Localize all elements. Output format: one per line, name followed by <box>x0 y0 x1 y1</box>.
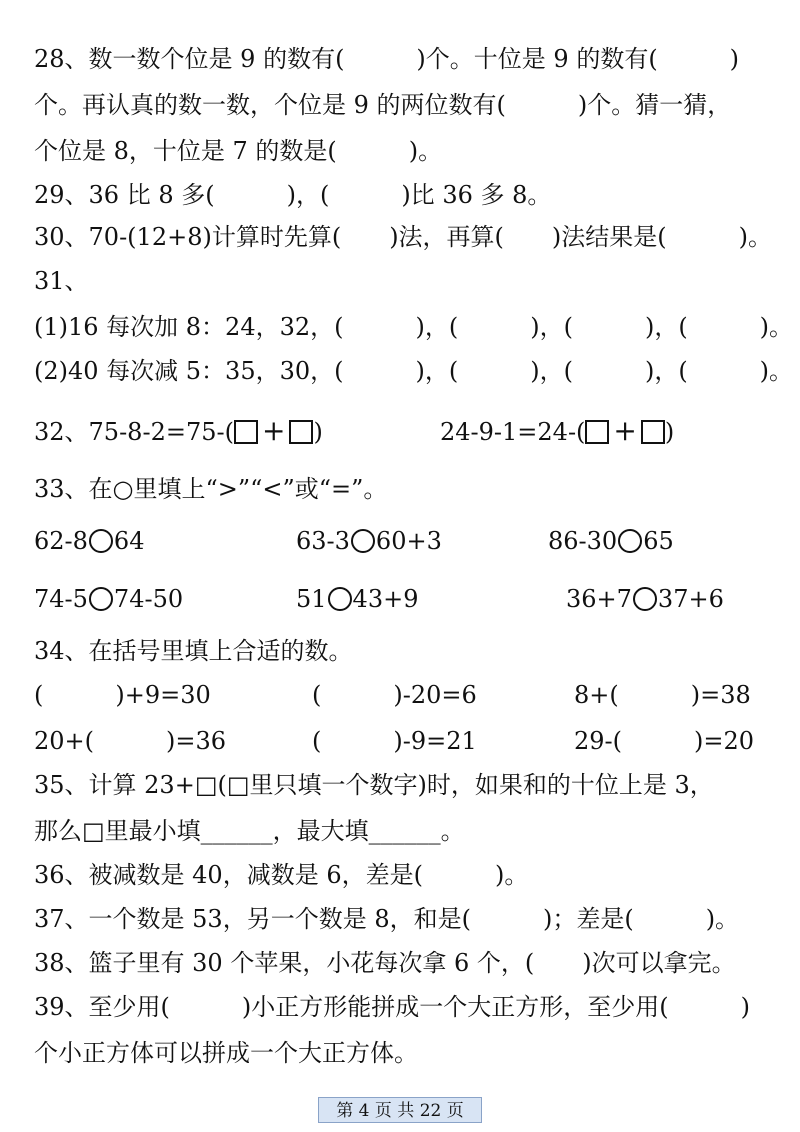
q37: 37、一个数是 53，另一个数是 8，和是( )；差是( )。 <box>34 905 740 933</box>
q33-item <box>296 526 442 556</box>
q28-line-1: 28、数一数个位是 9 的数有( )个。十位是 9 的数有( ) <box>34 45 740 73</box>
q39-line-1: 39、至少用( )小正方形能拼成一个大正方形，至少用( ) <box>34 993 750 1021</box>
q33-left-expr: 63-3 <box>296 527 350 555</box>
q33-item <box>34 526 144 556</box>
q33-item <box>34 584 183 614</box>
compare-circle[interactable] <box>328 587 352 611</box>
q36: 36、被减数是 40，减数是 6，差是( )。 <box>34 861 529 889</box>
q33-left-expr: 51 <box>296 585 327 613</box>
q32-left-prefix: 32、75-8-2=75-( <box>34 418 234 446</box>
q34-item: ( )-9=21 <box>312 727 477 755</box>
q33-item <box>548 526 674 556</box>
compare-circle[interactable] <box>89 587 113 611</box>
q33-right-expr: 64 <box>113 527 145 555</box>
q34-item: ( )+9=30 <box>34 681 211 709</box>
q31-title: 31、 <box>34 267 89 295</box>
q32-answer-box-1[interactable] <box>234 420 258 444</box>
q33-left-expr: 36+7 <box>566 585 632 613</box>
q28-line-2: 个。再认真的数一数，个位是 9 的两位数有( )个。猜一猜， <box>34 91 732 119</box>
q32-answer-box-4[interactable] <box>641 420 665 444</box>
q33-title: 33、在○里填上“>”“<”或“=”。 <box>34 475 388 503</box>
q34-item: 29-( )=20 <box>574 727 755 755</box>
compare-circle[interactable] <box>618 529 642 553</box>
q33-left-expr: 74-5 <box>34 585 88 613</box>
q33-left-expr: 62-8 <box>34 527 88 555</box>
compare-circle[interactable] <box>633 587 657 611</box>
q33-right-expr: 37+6 <box>657 585 724 613</box>
q32-plus-2: + <box>613 414 637 447</box>
q28-line-3: 个位是 8，十位是 7 的数是( )。 <box>34 137 443 165</box>
q34-item: 8+( )=38 <box>574 681 751 709</box>
q32-right <box>440 416 674 447</box>
q33-item <box>296 584 418 614</box>
q33-item <box>566 584 724 614</box>
q32-answer-box-3[interactable] <box>585 420 609 444</box>
q33-right-expr: 74-50 <box>113 585 184 613</box>
q32-left <box>34 416 323 447</box>
q31-part-2: (2)40 每次减 5：35，30，( )，( )，( )，( )。 <box>34 357 794 385</box>
q30: 30、70-(12+8)计算时先算( )法，再算( )法结果是( )。 <box>34 223 773 251</box>
q35-line-1: 35、计算 23+□(□里只填一个数字)时，如果和的十位上是 3， <box>34 771 714 799</box>
q32-right-prefix: 24-9-1=24-( <box>440 418 586 446</box>
q31-part-1: (1)16 每次加 8：24，32，( )，( )，( )，( )。 <box>34 313 794 341</box>
q33-left-expr: 86-30 <box>548 527 618 555</box>
q32-answer-box-2[interactable] <box>289 420 313 444</box>
q33-right-expr: 43+9 <box>352 585 419 613</box>
q32-plus-1: + <box>261 414 286 447</box>
page-number-footer: 第 4 页 共 22 页 <box>318 1097 482 1123</box>
q38: 38、篮子里有 30 个苹果，小花每次拿 6 个，( )次可以拿完。 <box>34 949 736 977</box>
q34-item: ( )-20=6 <box>312 681 477 709</box>
q32-close-2: ) <box>664 418 675 446</box>
q35-line-2: 那么□里最小填______，最大填______。 <box>34 817 465 845</box>
compare-circle[interactable] <box>89 529 113 553</box>
q33-right-expr: 65 <box>643 527 674 555</box>
q34-title: 34、在括号里填上合适的数。 <box>34 637 353 665</box>
q32-close-1: ) <box>313 418 323 446</box>
compare-circle[interactable] <box>351 529 375 553</box>
q34-item: 20+( )=36 <box>34 727 227 755</box>
q33-right-expr: 60+3 <box>375 527 442 555</box>
q39-line-2: 个小正方体可以拼成一个大正方体。 <box>34 1039 418 1067</box>
q29: 29、36 比 8 多( )，( )比 36 多 8。 <box>34 181 552 209</box>
